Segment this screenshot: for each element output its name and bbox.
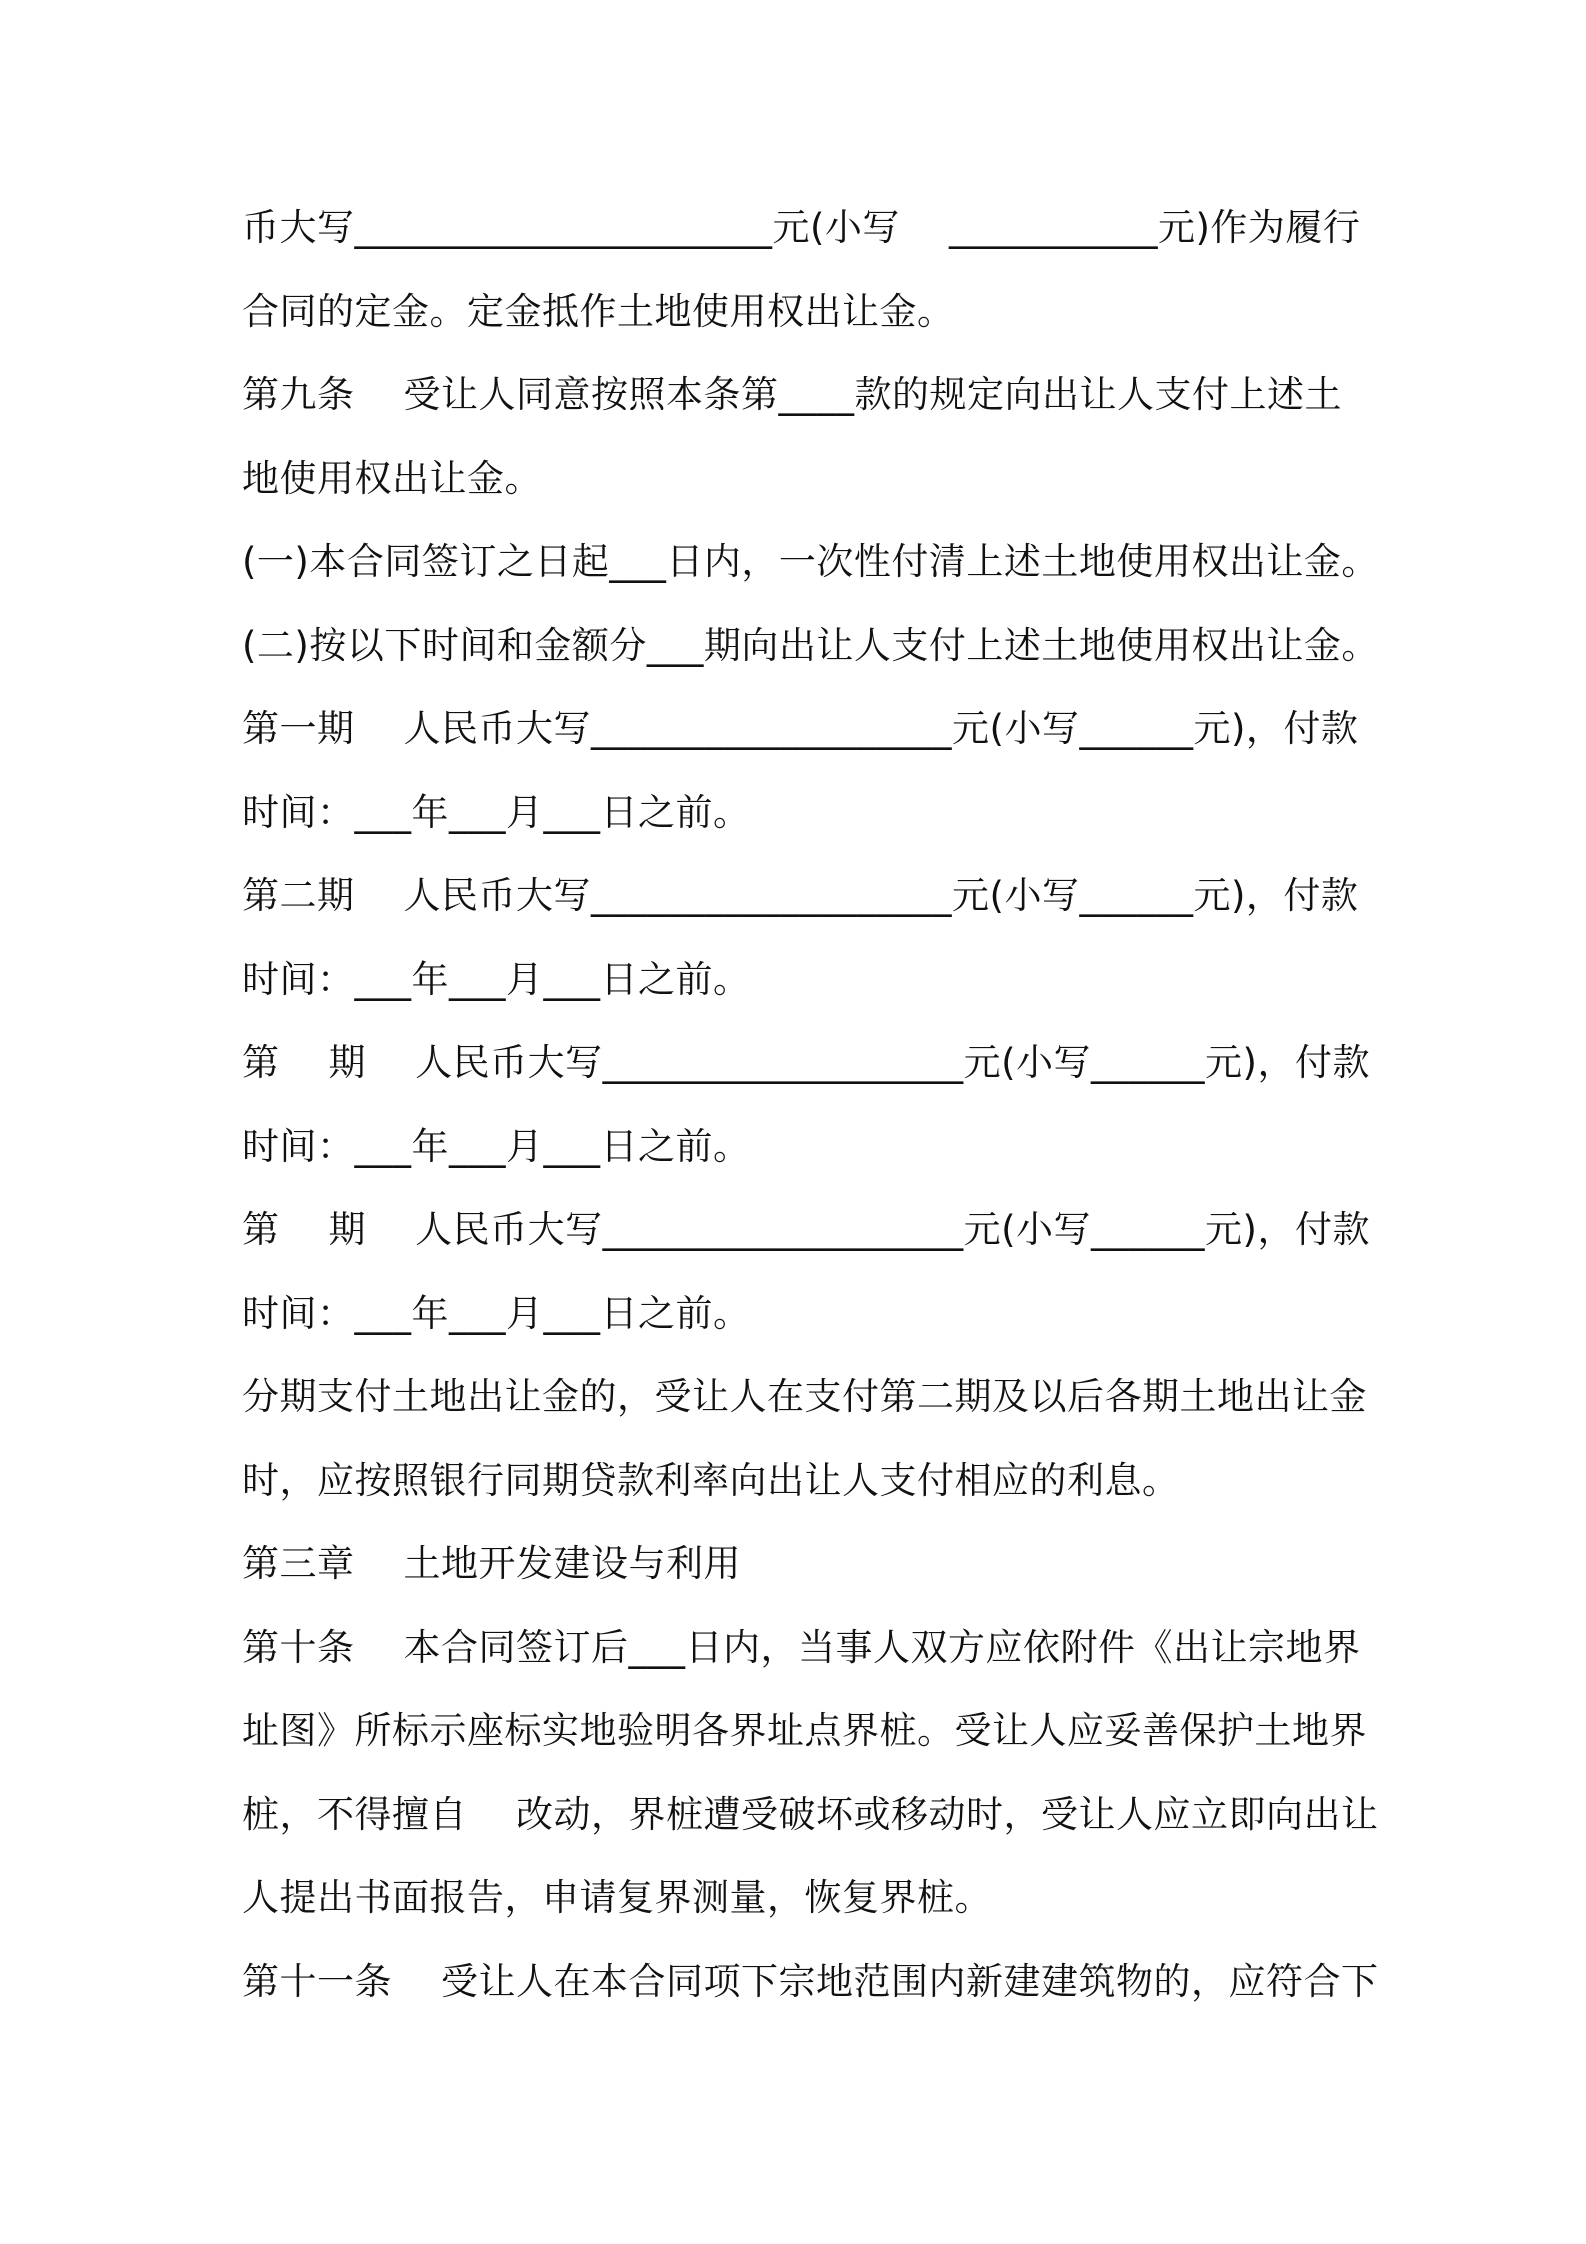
text-line: 址图》所标示座标实地验明各界址点界桩。受让人应妥善保护土地界 [242, 1709, 1367, 1752]
installment-4-date-line: 时间：___年___月___日之前。 [242, 1291, 751, 1335]
text-line: 桩，不得擅自 改动，界桩遭受破坏或移动时，受让人应立即向出让 [242, 1792, 1379, 1836]
article-11-heading-line: 第十一条 受让人在本合同项下宗地范围内新建建筑物的，应符合下 [242, 1959, 1379, 2003]
text-line: 人提出书面报告，申请复界测量，恢复界桩。 [242, 1876, 992, 1919]
text-line: 合同的定金。定金抵作土地使用权出让金。 [242, 289, 955, 333]
installment-3-line: 第 期 人民币大写___________________元(小写______元)，付款 [242, 1041, 1370, 1084]
installment-2-date-line: 时间：___年___月___日之前。 [242, 957, 751, 1001]
clause-2-line: (二)按以下时间和金额分___期向出让人支付上述土地使用权出让金。 [242, 623, 1379, 667]
installment-4-line: 第 期 人民币大写___________________元(小写______元)，付款 [242, 1208, 1370, 1251]
chapter-3-heading: 第三章 土地开发建设与利用 [242, 1542, 742, 1585]
installment-2-line: 第二期 人民币大写___________________元(小写______元)，付款 [242, 874, 1359, 917]
article-10-heading-line: 第十条 本合同签订后___日内，当事人双方应依附件《出让宗地界 [242, 1625, 1361, 1669]
text-line: 时，应按照银行同期贷款利率向出让人支付相应的利息。 [242, 1458, 1180, 1502]
installment-3-date-line: 时间：___年___月___日之前。 [242, 1124, 751, 1168]
installment-1-line: 第一期 人民币大写___________________元(小写______元)，付款 [242, 707, 1359, 750]
text-line: 地使用权出让金。 [242, 456, 542, 500]
text-line: 分期支付土地出让金的，受让人在支付第二期及以后各期土地出让金 [242, 1375, 1367, 1418]
installment-1-date-line: 时间：___年___月___日之前。 [242, 790, 751, 834]
clause-1-line: (一)本合同签订之日起___日内，一次性付清上述土地使用权出让金。 [242, 540, 1379, 583]
document-body [242, 198, 1442, 2035]
article-9-heading-line: 第九条 受让人同意按照本条第____款的规定向出让人支付上述土 [242, 373, 1343, 416]
text-line: 币大写______________________元(小写 ___________元)作为履行 [242, 206, 1361, 249]
